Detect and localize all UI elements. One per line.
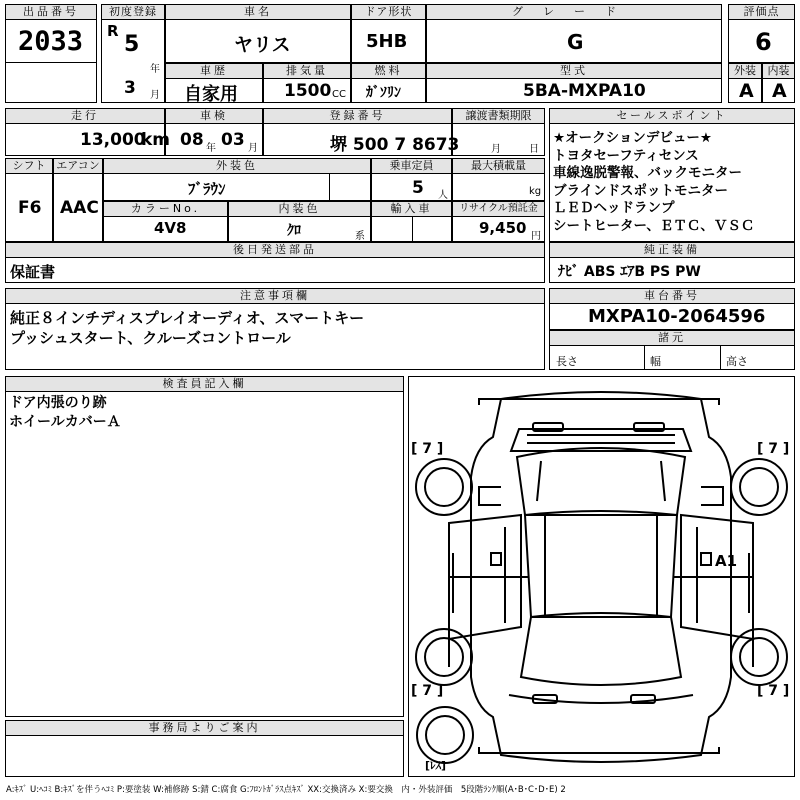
displacement: 1500 [284,81,332,101]
car-name-box [165,19,351,63]
sales-point-line: ★オークションデビュー★ [553,130,712,146]
displacement-unit: CC [332,89,346,100]
recycle-unit: 円 [531,231,541,242]
exterior-box [728,78,762,103]
later-parts: 保証書 [10,263,56,281]
specs-label: 諸元 [549,330,795,346]
capacity-box [371,173,452,201]
first-reg-label: 初度登録 [101,4,165,20]
ac-label: エアコン [53,158,103,174]
sales-point-line: ＬＥＤヘッドランプ [553,200,675,217]
door-box [351,19,426,63]
history-box [165,78,263,103]
load-unit: kg [529,186,542,197]
reg-month: 3 [124,78,136,98]
inspection-box [165,123,263,156]
car-name: ヤリス [234,34,291,56]
import-divider [412,216,413,242]
car-diagram [409,377,794,776]
ac: AAC [60,198,99,218]
transfer-month-unit: 月 [491,144,501,155]
sales-point-line: 車線逸脱警報、バックモニター [553,165,742,182]
int-color-box [228,216,371,242]
import-box [371,216,452,242]
specs-box [549,345,795,370]
grade: G [567,30,584,54]
reg-no: 堺 500 7 8673 [330,135,460,155]
specs-width: 幅 [650,355,661,368]
door-type: 5HB [366,31,408,52]
interior-grade: A [772,80,787,102]
model-label: 型式 [426,63,722,79]
history: 自家用 [184,84,238,105]
lot-number: 2033 [18,26,84,57]
equipment-box [549,257,795,283]
note-line: プッシュスタート、クルーズコントロール [10,329,291,347]
chassis-number: MXPA10-2064596 [588,306,766,327]
load-label: 最大積載量 [452,158,545,174]
first-reg-box [101,19,165,103]
fuel-label: 燃料 [351,63,426,79]
inspector-lines [9,394,121,432]
lot-box-lower [5,62,97,103]
transfer-label: 譲渡書類期限 [452,108,545,124]
sales-lines [553,130,754,236]
exterior-grade: A [739,80,754,102]
inspector-label: 検査員記入欄 [5,376,404,392]
capacity-unit: 人 [438,190,448,201]
office-label: 事務局よりご案内 [5,720,404,736]
note-line: 純正８インチディスプレイオーディオ、スマートキー [10,309,365,327]
grade-box [426,19,722,63]
displacement-box [263,78,351,103]
import-label: 輸入車 [371,201,452,217]
shift-label: シフト [5,158,53,174]
color-no: 4V8 [154,219,187,237]
ext-color: ﾌﾞﾗｳﾝ [188,180,226,198]
load-box [452,173,545,201]
ext-color-box [103,173,371,201]
recycle-box [452,216,545,242]
score-box [728,19,795,63]
lot-box [5,19,97,63]
inspection-year-unit: 年 [206,143,216,154]
later-parts-box [5,257,545,283]
exterior-label: 外装 [728,63,762,79]
color-no-label: カラーNo. [103,201,228,217]
car-diagram-box [408,376,795,777]
capacity-label: 乗車定員 [371,158,452,174]
notes-label: 注意事項欄 [5,288,545,304]
model: 5BA-MXPA10 [523,81,646,101]
car-name-label: 車名 [165,4,351,20]
sales-box [549,123,795,242]
color-no-box [103,216,228,242]
ext-color-divider [329,173,330,201]
reg-month-unit: 月 [150,90,160,101]
score: 6 [755,28,772,56]
wheel-front-left-grade: [ 7 ] [411,441,444,457]
inspection-label: 車検 [165,108,263,124]
displacement-label: 排気量 [263,63,351,79]
history-label: 車歴 [165,63,263,79]
later-parts-label: 後日発送部品 [5,242,545,258]
int-color-unit: 系 [355,231,365,242]
reg-year: 5 [124,32,140,57]
inspection-month: 03 [221,130,245,150]
mileage-box [5,123,171,156]
specs-divider-2 [720,345,721,370]
score-label: 評価点 [728,4,795,20]
door-label: ドア形状 [351,4,426,20]
office-box [5,735,404,777]
legend: A:ｷｽﾞ U:ﾍｺﾐ B:ｷｽﾞを伴うﾍｺﾐ P:要塗装 W:補修跡 S:錆 C:腐食 G:ﾌﾛﾝﾄｶﾞﾗｽ点ｷｽﾞ XX:交換済み X:要交換 内・外装評価 5段階ﾗﾝｸ順(A･B･C･D･E) 2 [6,785,566,795]
inspection-month-unit: 月 [248,143,258,154]
interior-box [762,78,795,103]
model-box [426,78,722,103]
mileage-unit: km [141,130,171,150]
sales-label: セールスポイント [549,108,795,124]
equipment-label: 純正装備 [549,242,795,258]
specs-divider-1 [644,345,645,370]
reg-no-box [263,123,460,156]
int-color-label: 内装色 [228,201,371,217]
notes-lines [10,308,364,348]
wheel-rear-right-grade: [ 7 ] [757,683,790,699]
reg-no-label: 登録番号 [263,108,452,124]
transfer-box [452,123,545,156]
fuel: ｶﾞｿﾘﾝ [366,85,401,101]
shift: F6 [18,198,42,218]
sales-point-line: ブラインドスポットモニター [553,182,728,199]
capacity: 5 [412,178,424,198]
wheel-front-right-grade: [ 7 ] [757,441,790,457]
notes-box [5,303,545,370]
wheel-rear-left-grade: [ 7 ] [411,683,444,699]
mileage: 13,000 [80,130,146,150]
damage-code: A1 [715,552,738,570]
reg-year-unit: 年 [150,64,160,75]
inspector-box [5,391,404,717]
mileage-label: 走行 [5,108,165,124]
inspection-year: 08 [180,130,204,150]
chassis-box [549,303,795,330]
chassis-label: 車台番号 [549,288,795,304]
inspector-note-line: ホイールカバーＡ [9,414,121,430]
inspector-note-line: ドア内張のり跡 [9,395,107,411]
int-color: ｸﾛ [287,223,301,239]
interior-label: 内装 [762,63,795,79]
recycle-label: リサイクル預託金 [452,201,545,217]
shift-box [5,173,53,242]
ext-color-label: 外装色 [103,158,371,174]
specs-length: 長さ [556,355,578,368]
spare-tire-label: [ﾚｽ] [425,759,447,772]
sales-point-line: シートヒーター、ＥＴＣ、ＶＳＣ [553,217,755,234]
ac-box [53,173,103,242]
fuel-box [351,78,426,103]
specs-height: 高さ [726,355,748,368]
recycle: 9,450 [479,219,527,237]
sales-point-line: トヨタセーフティセンス [553,147,699,164]
transfer-day-unit: 日 [529,144,539,155]
era: R [107,22,119,40]
equipment: ﾅﾋﾞ ABS ｴｱB PS PW [558,264,701,280]
grade-label: グレード [426,4,722,20]
lot-label: 出品番号 [5,4,97,20]
